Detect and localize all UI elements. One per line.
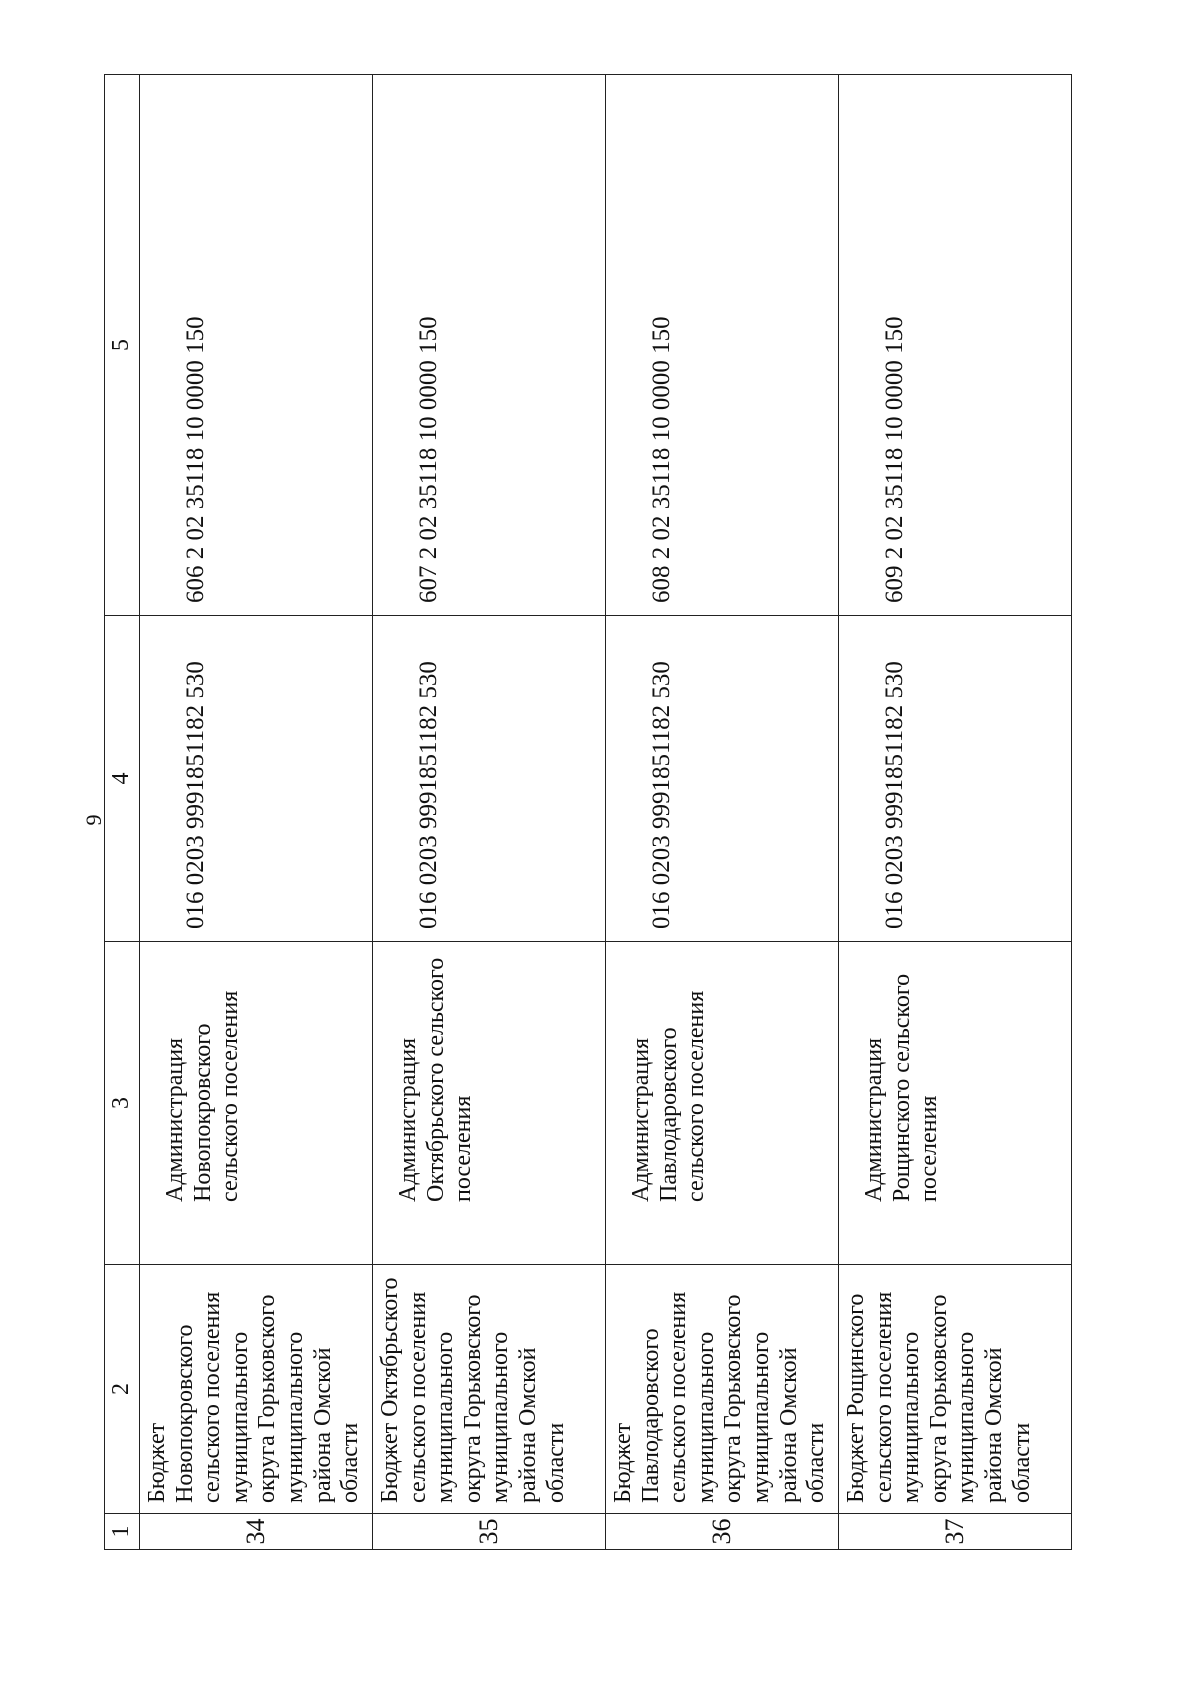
kbk-code: 016 0203 9991851182 530 <box>881 661 908 929</box>
table-row <box>140 75 373 1550</box>
administrator-name: Администрация Октябрьского сельского поселения <box>395 957 477 1202</box>
revenue-code: 607 2 02 35118 10 0000 150 <box>415 316 442 603</box>
header-col-5: 5 <box>105 75 140 616</box>
header-col-3: 3 <box>105 942 140 1265</box>
row-number: 34 <box>140 1514 373 1550</box>
administrator-name: Администрация Новопокровского сельского поселения <box>162 990 244 1202</box>
rotated-table-frame <box>104 80 1044 1550</box>
revenue-code: 609 2 02 35118 10 0000 150 <box>881 316 908 603</box>
kbk-cell <box>140 616 373 942</box>
administrator-cell <box>373 942 606 1265</box>
header-row <box>105 75 140 1550</box>
administrator-cell <box>606 942 839 1265</box>
kbk-cell <box>839 616 1072 942</box>
table-row <box>606 75 839 1550</box>
kbk-code: 016 0203 9991851182 530 <box>182 661 209 929</box>
budget-name: Бюджет Рощинского сельского поселения муниципального округа Горьковского муниципального района Омской области <box>839 1265 1072 1514</box>
kbk-cell <box>373 616 606 942</box>
page-number: 9 <box>81 814 106 826</box>
revenue-code: 608 2 02 35118 10 0000 150 <box>648 316 675 603</box>
row-number: 37 <box>839 1514 1072 1550</box>
revenue-code-cell <box>140 75 373 616</box>
administrator-cell <box>140 942 373 1265</box>
kbk-code: 016 0203 9991851182 530 <box>415 661 442 929</box>
budget-name: Бюджет Павлодаровского сельского поселения муниципального округа Горьковского муниципального района Омской области <box>606 1265 839 1514</box>
kbk-cell <box>606 616 839 942</box>
revenue-code: 606 2 02 35118 10 0000 150 <box>182 316 209 603</box>
allocation-table <box>104 74 1072 1550</box>
budget-name: Бюджет Октябрьского сельского поселения муниципального округа Горьковского муниципального района Омской области <box>373 1265 606 1514</box>
header-col-2: 2 <box>105 1265 140 1514</box>
kbk-code: 016 0203 9991851182 530 <box>648 661 675 929</box>
header-col-1: 1 <box>105 1514 140 1550</box>
table-header <box>105 75 140 1550</box>
table-row <box>839 75 1072 1550</box>
header-col-4: 4 <box>105 616 140 942</box>
table-row <box>373 75 606 1550</box>
revenue-code-cell <box>373 75 606 616</box>
table-container <box>104 80 1044 1550</box>
administrator-name: Администрация Рощинского сельского поселения <box>861 973 943 1202</box>
administrator-name: Администрация Павлодаровского сельского поселения <box>628 990 710 1202</box>
revenue-code-cell <box>606 75 839 616</box>
row-number: 36 <box>606 1514 839 1550</box>
row-number: 35 <box>373 1514 606 1550</box>
revenue-code-cell <box>839 75 1072 616</box>
table-body <box>140 75 1072 1550</box>
budget-name: Бюджет Новопокровского сельского поселения муниципального округа Горьковского муниципального района Омской области <box>140 1265 373 1514</box>
administrator-cell <box>839 942 1072 1265</box>
